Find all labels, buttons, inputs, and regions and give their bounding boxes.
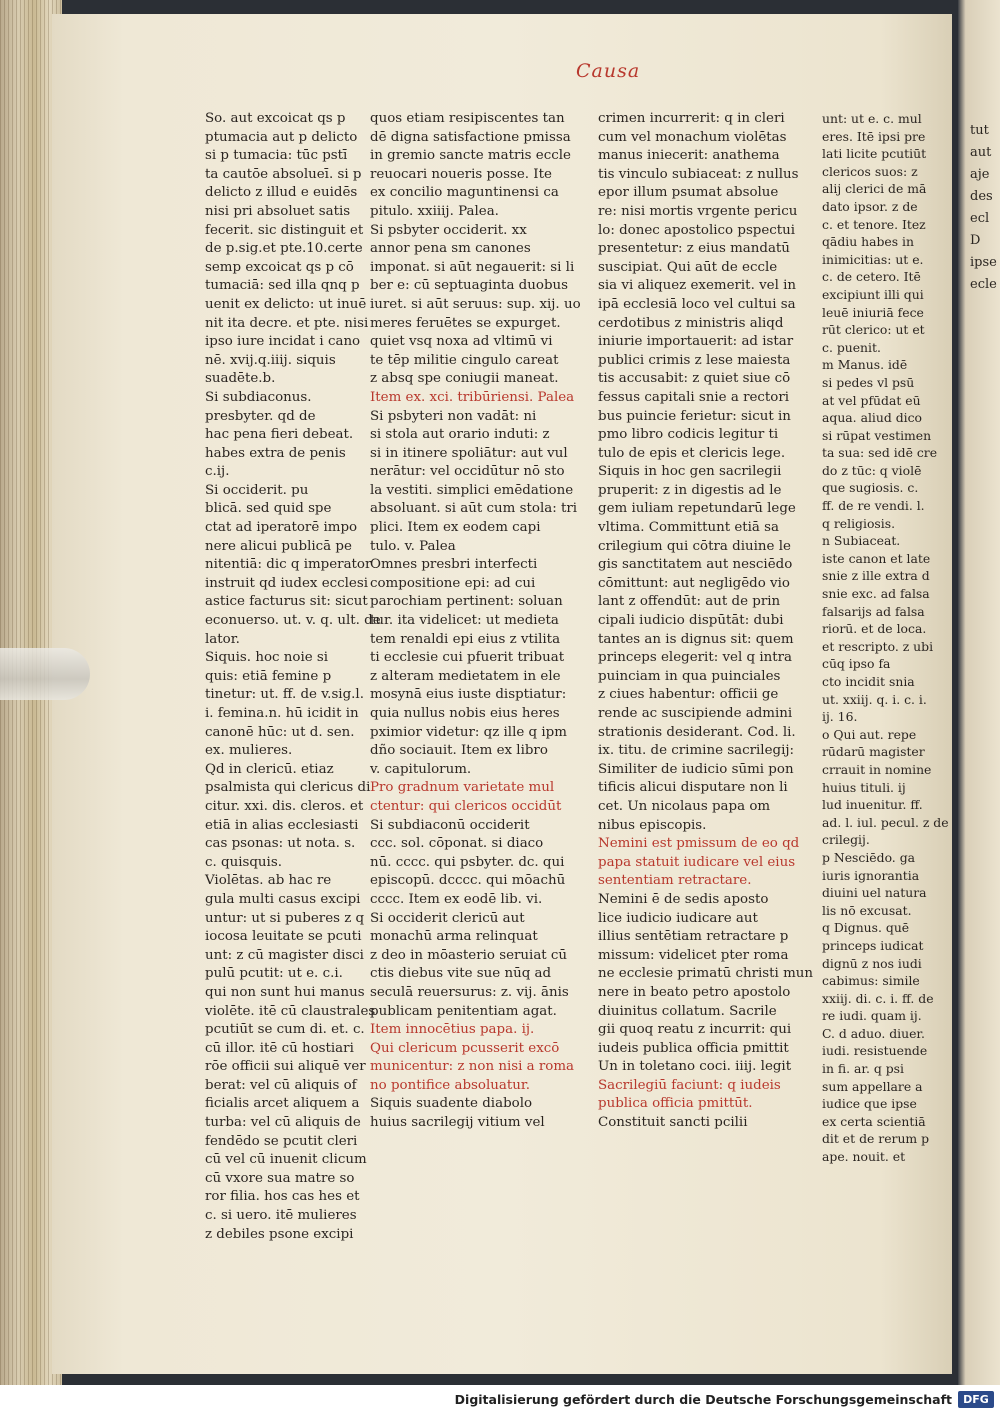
text-line: si pedes vl psū — [822, 374, 915, 390]
text-line: ctentur: qui clericos occidūt — [370, 798, 562, 814]
text-line: violēte. itē cū claustrales — [205, 1003, 376, 1019]
text-line: illius sentētiam retractare p — [598, 929, 789, 945]
text-line: de p.sig.et pte.10.certe — [205, 241, 363, 257]
text-line: seculā reuersurus: z. vij. ānis — [370, 984, 569, 1000]
text-line: nisi pri absoluet satis — [205, 203, 351, 219]
text-line: qui non sunt hui manus — [205, 984, 365, 1000]
text-line: ti ecclesie cui pfuerit tribuat — [370, 650, 565, 666]
text-line: in fi. ar. q psi — [822, 1061, 904, 1077]
text-line: presentetur: z eius mandatū — [598, 241, 790, 257]
text-line: c. si uero. itē mulieres — [205, 1208, 357, 1224]
text-line: nere alicui publicā pe — [205, 538, 352, 554]
text-line: ex certa scientiā — [822, 1113, 926, 1129]
text-line: falsarijs ad falsa — [822, 603, 925, 619]
dfg-logo: DFG — [958, 1391, 994, 1408]
text-line: iudice que ipse — [822, 1096, 917, 1112]
text-line: iniurie importauerit: ad istar — [598, 334, 794, 350]
text-line: snie z ille extra d — [822, 568, 930, 584]
text-line: ix. titu. de crimine sacrilegij: — [598, 743, 795, 759]
text-line: publicam penitentiam agat. — [370, 1003, 557, 1019]
text-line: huius tituli. ij — [822, 779, 906, 795]
text-line: Si psbyteri non vadāt: ni — [370, 408, 537, 424]
text-line: ad. l. iul. pecul. z de — [822, 814, 949, 830]
text-line: instruit qd iudex ecclesi — [205, 575, 369, 591]
text-line: cabimus: simile — [822, 973, 920, 989]
text-line: lator. — [205, 631, 240, 647]
text-line: bus puincie ferietur: sicut in — [598, 408, 791, 424]
text-line: monachū arma relinquat — [370, 929, 538, 945]
text-line: diuinitus collatum. Sacrile — [598, 1003, 777, 1019]
text-line: c.ij. — [205, 464, 230, 480]
text-line: do z tūc: q violē — [822, 462, 922, 478]
text-line: dño sociauit. Item ex libro — [370, 743, 548, 759]
text-line: iuris ignorantia — [822, 867, 920, 883]
text-line: nerātur: vel occidūtur nō sto — [370, 464, 565, 480]
text-line: que sugiosis. c. — [822, 480, 919, 496]
text-line: parochiam pertinent: soluan — [370, 594, 563, 610]
text-line: Item ex. xci. tribūriensi. Palea — [370, 389, 575, 405]
text-line: tem renaldi epi eius z vtilita — [370, 631, 561, 647]
text-line: quia nullus nobis eius heres — [370, 706, 560, 721]
text-line: Si subdiaconū occiderit — [370, 817, 530, 833]
text-line: cum vel monachum violētas — [598, 129, 787, 145]
text-line: fendēdo se pcutit cleri — [205, 1133, 358, 1149]
text-line: canonē hūc: ut d. sen. — [205, 724, 355, 740]
text-line: dit et de rerum p — [822, 1131, 930, 1147]
text-line: Item innocētius papa. ij. — [370, 1022, 535, 1038]
text-line: z deo in mōasterio seruiat cū — [370, 947, 568, 963]
facing-text-line: aje — [970, 167, 990, 182]
text-line: strationis desiderant. Cod. li. — [598, 724, 796, 740]
text-line: Si occiderit clericū aut — [370, 910, 525, 926]
text-line: So. aut excoicat qs p — [205, 111, 346, 126]
text-line: absoluant. si aūt cum stola: tri — [370, 501, 578, 517]
text-line: etiā in alias ecclesiasti — [205, 817, 359, 833]
text-line: puinciam in qua puinciales — [598, 668, 781, 684]
text-line: quiet vsq noxa ad vltimū vi — [370, 334, 553, 350]
text-line: z absq spe coniugii maneat. — [370, 371, 559, 387]
text-line: leuē iniuriā fece — [822, 304, 924, 320]
text-line: si rūpat vestimen — [822, 427, 932, 443]
text-line: Nemini ē de sedis aposto — [598, 891, 769, 907]
text-line: unt: ut e. c. mul — [822, 111, 922, 126]
text-line: crimen incurrerit: q in cleri — [598, 111, 785, 126]
text-line: lo: donec apostolico pspectui — [598, 222, 796, 238]
text-line: cccc. Item ex eodē lib. vi. — [370, 891, 543, 907]
text-line: pcutiūt se cum di. et. c. — [205, 1022, 365, 1038]
text-line: re: nisi mortis vrgente pericu — [598, 203, 798, 219]
text-line: iste canon et late — [822, 550, 931, 566]
text-line: sententiam retractare. — [598, 873, 752, 889]
facing-text-line: aut — [970, 145, 992, 160]
text-line: quis: etiā femine p — [205, 668, 332, 684]
text-line: psalmista qui clericus di — [205, 780, 371, 796]
text-line: Siquis suadente diabolo — [370, 1096, 533, 1112]
facing-page-text — [970, 120, 1000, 296]
text-line: sum appellare a — [822, 1078, 923, 1094]
text-line: pitulo. xxiiij. Palea. — [370, 203, 499, 219]
text-line: rūt clerico: ut et — [822, 322, 925, 338]
text-line: meres feruētes se expurget. — [370, 315, 561, 331]
text-line: ptumacia aut p delicto — [205, 129, 358, 145]
text-line: Pro gradnum varietate mul — [370, 780, 555, 796]
text-line: publici crimis z lese maiesta — [598, 352, 791, 368]
text-line: gii quoq reatu z incurrit: qui — [598, 1022, 792, 1038]
text-line: no pontifice absoluatur. — [370, 1077, 531, 1093]
text-line: q religiosis. — [822, 515, 896, 531]
text-line: q Dignus. quē — [822, 920, 910, 936]
text-line: diuini uel natura — [822, 885, 927, 901]
text-line: ape. nouit. et — [822, 1149, 906, 1165]
text-line: pximior videtur: qz ille q ipm — [370, 724, 567, 740]
text-line: ut. xxiij. q. i. c. i. — [822, 691, 927, 707]
text-line: cū vel cū inuenit clicum — [205, 1152, 367, 1168]
text-line: crilegium qui cōtra diuine le — [598, 538, 791, 554]
text-line: ber e: cū septuaginta duobus — [370, 278, 569, 294]
text-line: Violētas. ab hac re — [205, 873, 332, 889]
text-line: cipali iudicio dispūtāt: dubi — [598, 613, 784, 629]
text-line: snie exc. ad falsa — [822, 586, 930, 602]
text-line: crrauit in nomine — [822, 761, 932, 777]
text-line: econuerso. ut. v. q. ult. de — [205, 613, 381, 629]
text-line: ta cautōe absolueī. si p — [205, 166, 362, 182]
page-holder-clip — [0, 648, 90, 700]
facing-text-line: D — [970, 233, 981, 248]
text-line: cū illor. itē cū hostiari — [205, 1040, 354, 1056]
text-line: dignū z nos iudi — [822, 955, 922, 971]
text-line: iocosa leuitate se pcuti — [205, 929, 362, 945]
text-line: uenit ex delicto: ut inuē — [205, 296, 367, 312]
text-line: c. et tenore. Itez — [822, 216, 926, 232]
text-line: lis nō excusat. — [822, 902, 912, 918]
text-line: tur. ita videlicet: ut medieta — [370, 613, 559, 629]
text-line: nibus episcopis. — [598, 817, 707, 833]
text-line: papa statuit iudicare vel eius — [598, 854, 796, 870]
text-line: cto incidit snia — [822, 674, 915, 689]
text-line: missum: videlicet pter roma — [598, 947, 789, 963]
text-line: ipso iure incidat i cano — [205, 334, 361, 350]
text-line: blicā. sed quid spe — [205, 501, 332, 517]
text-line: tantes an is dignus sit: quem — [598, 631, 794, 647]
facing-text-line: ecl — [970, 211, 990, 226]
gloss-column — [822, 110, 952, 1166]
text-line: si p tumacia: tūc pstī — [205, 148, 348, 164]
text-line: turba: vel cū aliquis de — [205, 1115, 361, 1131]
text-line: lice iudicio iudicare aut — [598, 910, 758, 926]
text-line: v. capitulorum. — [370, 761, 472, 777]
text-line: o Qui aut. repe — [822, 726, 917, 742]
text-line: ij. 16. — [822, 709, 858, 725]
facing-text-line: ipse — [970, 255, 997, 270]
text-line: berat: vel cū aliquis of — [205, 1077, 357, 1093]
text-line: municentur: z non nisi a roma — [370, 1059, 575, 1075]
text-line: z alteram medietatem in ele — [370, 668, 561, 684]
text-line: compositione epi: ad cui — [370, 575, 536, 591]
text-line: riorū. et de loca. — [822, 621, 927, 637]
text-line: ff. de re vendi. l. — [822, 498, 925, 514]
text-line: tulo. v. Palea — [370, 538, 456, 554]
text-line: suadēte.b. — [205, 371, 276, 387]
text-line: xxiij. di. c. i. ff. de — [822, 990, 934, 1006]
running-head: Causa — [576, 60, 641, 82]
text-line: gem iuliam repetundarū lege — [598, 501, 796, 517]
text-line: eres. Itē ipsi pre — [822, 128, 926, 144]
facing-text-line: des — [970, 189, 993, 204]
text-line: sia vi aliquez exemerit. vel in — [598, 278, 797, 294]
text-line: ctis diebus vite sue nūq ad — [370, 966, 552, 982]
text-line: plici. Item ex eodem capi — [370, 520, 541, 536]
text-line: reuocari noueris posse. Ite — [370, 166, 552, 182]
text-line: Constituit sancti pcilii — [598, 1115, 748, 1131]
text-line: C. d aduo. diuer. — [822, 1025, 925, 1041]
text-line: tificis alicui disputare non li — [598, 780, 788, 796]
text-line: fecerit. sic distinguit et — [205, 222, 364, 238]
text-line: Un in toletano coci. iiij. legit — [598, 1059, 792, 1075]
text-line: pmo libro codicis legitur ti — [598, 427, 779, 443]
text-line: la vestiti. simplici emēdatione — [370, 482, 574, 498]
text-line: lant z offendūt: aut de prin — [598, 594, 781, 610]
text-line: delicto z illud e euidēs — [205, 185, 358, 201]
text-line: c. quisquis. — [205, 854, 282, 870]
text-line: Qui clericum pcusserit excō — [370, 1040, 560, 1056]
text-line: tinetur: ut. ff. de v.sig.l. — [205, 687, 364, 703]
text-line: Omnes presbri interfecti — [370, 557, 538, 573]
text-line: Similiter de iudicio sūmi pon — [598, 761, 794, 777]
text-line: habes extra de penis — [205, 445, 346, 461]
text-line: crilegij. — [822, 832, 870, 848]
text-line: dē digna satisfactione pmissa — [370, 129, 571, 145]
text-line: lati licite pcutiūt — [822, 146, 927, 162]
text-line: cet. Un nicolaus papa om — [598, 798, 771, 814]
text-line: ex. mulieres. — [205, 743, 293, 759]
text-line: iudeis publica officia pmittit — [598, 1040, 789, 1056]
text-line: z ciues habentur: officii ge — [598, 687, 779, 703]
text-line: cū vxore sua matre so — [205, 1170, 355, 1186]
text-line: m Manus. idē — [822, 357, 908, 373]
text-line: princeps iudicat — [822, 937, 924, 953]
text-line: ipā ecclesiā loco vel cultui sa — [598, 296, 796, 312]
text-column-1 — [205, 110, 381, 1244]
text-line: vltima. Committunt etiā sa — [598, 520, 780, 536]
text-line: iuret. si aūt seruus: sup. xij. uo — [370, 296, 581, 312]
text-line: cerdotibus z ministris aliqd — [598, 315, 784, 331]
text-column-3 — [598, 110, 820, 1133]
text-line: princeps elegerit: vel q intra — [598, 650, 792, 666]
facing-page-edge — [958, 0, 1000, 1385]
text-line: nit ita decre. et pte. nisi — [205, 315, 369, 331]
text-line: at vel pfūdat eū — [822, 392, 921, 408]
text-line: nitentiā: dic q imperator — [205, 557, 372, 573]
text-line: ta sua: sed idē cre — [822, 445, 938, 461]
text-line: rōe officii sui aliquē ver — [205, 1059, 366, 1075]
text-line: qādiu habes in — [822, 234, 915, 250]
text-line: n Subiaceat. — [822, 533, 901, 549]
text-line: semp excoicat qs p cō — [205, 259, 354, 275]
text-line: Siquis in hoc gen sacrilegii — [598, 464, 782, 480]
text-line: tis accusabit: z quiet siue cō — [598, 371, 791, 387]
text-line: ror filia. hos cas hes et — [205, 1189, 360, 1205]
text-line: c. de cetero. Itē — [822, 269, 921, 285]
text-line: clericos suos: z — [822, 163, 918, 179]
text-line: iudi. resistuende — [822, 1043, 928, 1059]
text-line: in gremio sancte matris eccle — [370, 148, 571, 164]
text-line: Si occiderit. pu — [205, 482, 309, 498]
facing-text-line: tut — [970, 123, 989, 138]
text-line: lud inuenitur. ff. — [822, 797, 923, 813]
text-line: fessus capitali snie a rectori — [598, 389, 790, 405]
text-line: tis vinculo subiaceat: z nullus — [598, 166, 799, 182]
text-line: pruperit: z in digestis ad le — [598, 482, 782, 498]
text-line: si in itinere spoliātur: aut vul — [370, 445, 568, 461]
text-line: manus iniecerit: anathema — [598, 148, 780, 164]
text-line: cūq ipso fa — [822, 656, 891, 672]
footer-bar — [0, 1385, 1000, 1414]
text-line: te tēp militie cingulo careat — [370, 352, 559, 368]
text-line: ficialis arcet aliquem a — [205, 1096, 360, 1112]
text-line: untur: ut si puberes z q — [205, 910, 365, 926]
text-line: et rescripto. z ubi — [822, 638, 934, 654]
text-line: ctat ad iperatorē impo — [205, 520, 358, 536]
text-line: i. femina.n. hū icidit in — [205, 706, 359, 721]
text-line: annor pena sm canones — [370, 241, 531, 257]
text-line: alij clerici de mā — [822, 181, 927, 197]
text-line: z debiles psone excipi — [205, 1226, 354, 1242]
text-line: gula multi casus excipi — [205, 891, 361, 907]
text-line: episcopū. dcccc. qui mōachū — [370, 873, 566, 889]
text-line: dato ipsor. z de — [822, 198, 918, 214]
facing-text-line: ecle — [970, 277, 997, 292]
text-line: nū. cccc. qui psbyter. dc. qui — [370, 854, 565, 870]
text-line: suscipiat. Qui aūt de eccle — [598, 259, 778, 275]
text-line: pulū pcutit: ut e. c.i. — [205, 966, 343, 982]
text-line: hac pena fieri debeat. — [205, 427, 354, 443]
text-line: mosynā eius iuste disptiatur: — [370, 687, 567, 703]
text-line: imponat. si aūt negauerit: si li — [370, 259, 575, 275]
text-line: ex concilio maguntinensi ca — [370, 185, 559, 201]
text-line: cōmittunt: aut negligēdo vio — [598, 575, 790, 591]
text-line: ne ecclesie primatū christi mun — [598, 966, 814, 982]
text-line: Qd in clericū. etiaz — [205, 761, 334, 777]
text-line: astice facturus sit: sicut — [205, 594, 368, 610]
text-line: Siquis. hoc noie si — [205, 650, 329, 666]
text-line: tumaciā: sed illa qnq p — [205, 278, 360, 294]
text-line: c. puenit. — [822, 339, 881, 355]
text-column-2 — [370, 110, 602, 1133]
text-line: ccc. sol. cōponat. si diaco — [370, 836, 544, 852]
text-line: cas psonas: ut nota. s. — [205, 836, 356, 852]
text-line: re iudi. quam ij. — [822, 1008, 922, 1024]
text-line: gis sanctitatem aut nesciēdo — [598, 557, 793, 573]
text-line: Nemini est pmissum de eo qd — [598, 836, 800, 852]
text-line: publica officia pmittūt. — [598, 1096, 753, 1112]
text-line: aqua. aliud dico — [822, 410, 923, 426]
text-line: rūdarū magister — [822, 744, 925, 760]
text-line: presbyter. qd de — [205, 408, 316, 424]
funding-credit: Digitalisierung gefördert durch die Deutsche Forschungsgemeinschaft — [454, 1392, 952, 1407]
text-line: tulo de epis et clericis lege. — [598, 445, 786, 461]
text-line: nē. xvij.q.iiij. siquis — [205, 352, 336, 368]
text-line: Sacrilegiū faciunt: q iudeis — [598, 1077, 781, 1093]
text-line: p Nesciēdo. ga — [822, 849, 916, 865]
text-line: epor illum psumat absolue — [598, 185, 779, 201]
text-line: Si psbyter occiderit. xx — [370, 222, 527, 238]
text-line: Si subdiaconus. — [205, 389, 312, 405]
text-line: citur. xxi. dis. cleros. et — [205, 798, 364, 814]
text-line: quos etiam resipiscentes tan — [370, 111, 565, 126]
text-line: rende ac suscipiende admini — [598, 706, 793, 721]
text-line: excipiunt illi qui — [822, 286, 924, 302]
text-line: si stola aut orario induti: z — [370, 427, 550, 443]
text-line: inimicitias: ut e. — [822, 251, 924, 267]
text-line: unt: z cū magister disci — [205, 947, 364, 963]
text-line: huius sacrilegij vitium vel — [370, 1115, 545, 1131]
text-line: nere in beato petro apostolo — [598, 984, 791, 1000]
